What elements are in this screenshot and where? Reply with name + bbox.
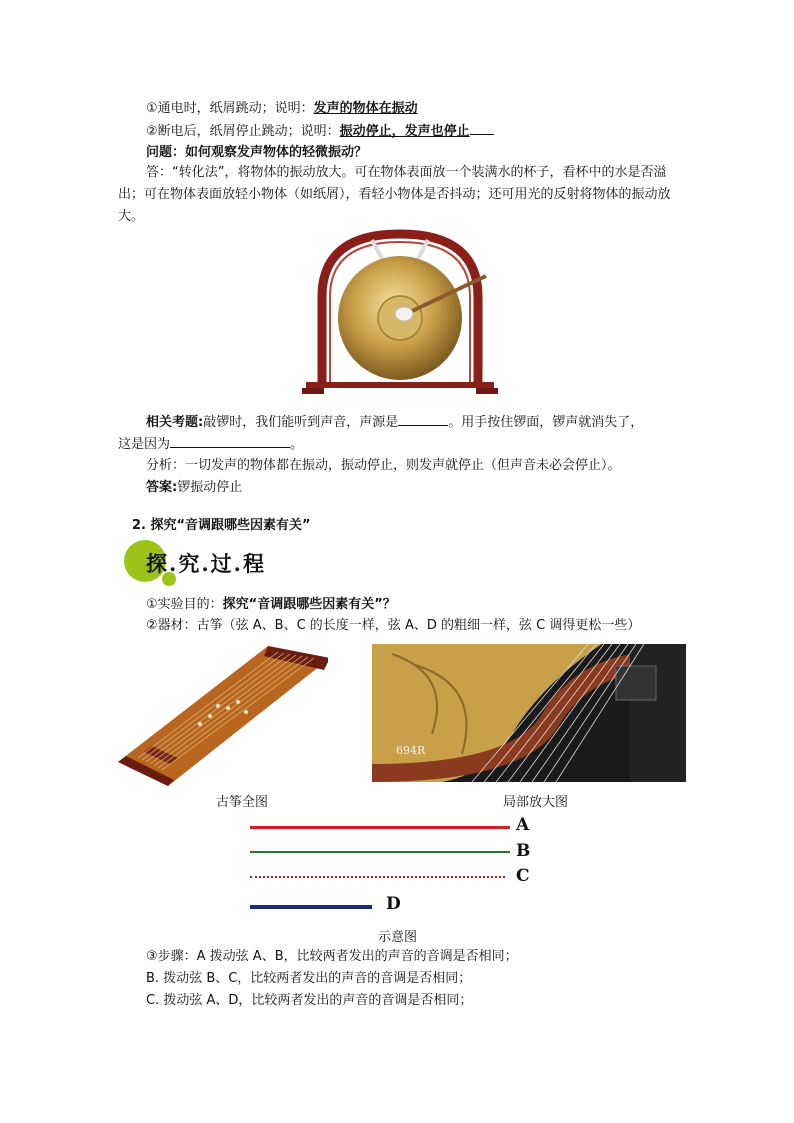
blank-underline [470,122,494,135]
question-line: 问题：如何观察发声物体的轻微振动？ [146,145,368,160]
observation-line-1 [146,100,418,118]
caption-zoom: 局部放大图 [503,795,569,810]
section-heading: 2. 探究“音调跟哪些因素有关” [132,518,311,533]
answer-value: 锣振动停止 [177,480,243,495]
guzheng-zoom-image [372,644,686,782]
step-line-3: C. 拨动弦 A、D，比较两者发出的声音的音调是否相同； [146,993,473,1008]
string-b [250,851,510,853]
materials-line: ②器材：古筝（弦 A、B、C 的长度一样，弦 A、D 的粗细一样，弦 C 调得更松一些） [146,618,641,633]
banner-text: 探.究.过.程 [146,551,266,576]
purpose-line [146,596,396,614]
string-a-label: A [516,815,530,835]
related-text-1: 敲锣时，我们能听到声音，声源是 [203,415,399,430]
purpose-prefix: ①实验目的： [146,597,223,612]
analysis-line: 分析：一切发声的物体都在振动，振动停止，则发声就停止（但声音未必会停止）。 [146,458,621,473]
related-label: 相关考题: [146,415,204,430]
related-text-2: 。用手按住锣面，锣声就消失了， [448,415,644,430]
answer-label: 答案: [146,480,178,495]
related-question-line-1 [146,413,643,432]
banner-char-4: 程 [242,551,266,576]
observation-1-answer: 发声的物体在振动 [313,101,418,116]
answer-line [146,479,242,497]
answer-blank-2[interactable] [170,435,290,448]
string-d-label: D [386,894,401,914]
observation-2-answer: 振动停止，发声也停止 [339,124,470,139]
answer-blank-1[interactable] [398,413,448,426]
string-a [250,826,510,829]
observation-line-2 [146,122,494,141]
related-question-line-2 [118,435,303,454]
banner-char-1: 探 [146,551,169,576]
string-b-label: B [516,841,531,861]
string-d [250,905,372,909]
step-line-1: ③步骤：A 拨动弦 A、B，比较两者发出的声音的音调是否相同； [146,949,518,964]
caption-full: 古筝全图 [216,795,269,810]
purpose-text: 探究“音调跟哪些因素有关”？ [222,597,396,612]
string-c [250,876,505,880]
caption-diagram: 示意图 [378,930,418,945]
observation-2-prefix: ②断电后，纸屑停止跳动；说明： [146,124,340,139]
banner-char-3: 过 [210,551,234,576]
guzheng-full-image [118,640,328,788]
gong-image [300,222,500,402]
answer-paragraph [118,162,688,228]
observation-1-prefix: ①通电时，纸屑跳动；说明： [146,101,314,116]
related-text-4: 。 [290,437,304,452]
step-line-2: B. 拨动弦 B、C，比较两者发出的声音的音调是否相同； [146,971,472,986]
banner-char-2: 究 [178,551,202,576]
related-text-3: 这是因为 [118,437,171,452]
process-banner [124,538,344,590]
answer-text: 答：“转化法”，将物体的振动放大。可在物体表面放一个装满水的杯子，看杯中的水是否溢出；可在物体表面放轻小物体（如纸屑），看轻小物体是否抖动；还可用光的反射将物体的振动放大。 [118,165,671,224]
zoom-model-text: 694R [396,744,426,757]
string-c-label: C [516,866,530,886]
